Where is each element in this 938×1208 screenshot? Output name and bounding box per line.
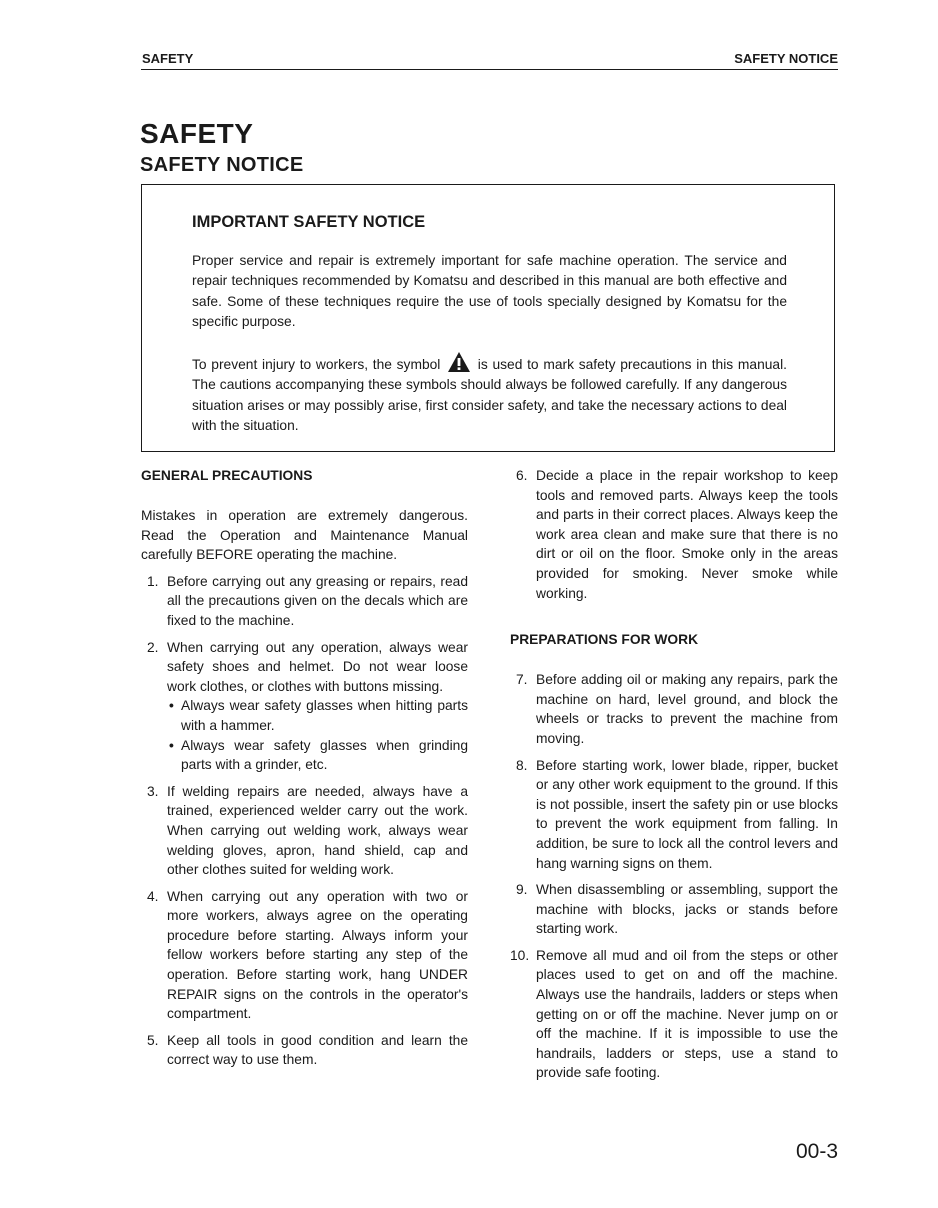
left-column [141, 466, 468, 1070]
list-item [510, 670, 838, 748]
list-item [141, 1031, 468, 1070]
item-number: 9. [516, 882, 528, 898]
notice-paragraph-1: Proper service and repair is extremely important for safe machine operation. The service and repair techniques recommended by Komatsu and described in this manual are both effective and safe. Some of these techniques require the use of tools specially designed by Komatsu for the specific purpose. [192, 253, 787, 329]
header-rule [141, 69, 838, 70]
item-text: When carrying out any operation with two or more workers, always agree on the operating procedure before starting. Always inform your fellow workers before starting any step of the operation. Before starting work, hang UNDER REPAIR signs on the controls in the operator's compartment. [167, 888, 468, 1022]
header-left: SAFETY [142, 51, 194, 66]
item-number: 6. [516, 468, 528, 483]
bullet-item [167, 736, 468, 775]
list-item [141, 782, 468, 880]
item-number: 3. [147, 783, 159, 799]
notice-p2-before: To prevent injury to workers, the symbol [192, 357, 446, 372]
general-precautions-heading: GENERAL PRECAUTIONS [141, 468, 313, 483]
item-number: 8. [516, 757, 528, 773]
bullet-text: Always wear safety glasses when grinding parts with a grinder, etc. [181, 737, 468, 773]
bullet-item [167, 696, 468, 735]
bullet-icon: • [169, 737, 174, 753]
item-text: Before starting work, lower blade, ripper, bucket or any other work equipment to the ground. If this is not possible, insert the safety pin or use blocks to prevent the work equipment from falling. In addition, be sure to lock all the control levers and hang warning signs on them. [536, 757, 838, 871]
important-notice-box [141, 184, 835, 452]
general-intro: Mistakes in operation are extremely dangerous. Read the Operation and Maintenance Manual carefully BEFORE operating the machine. [141, 508, 468, 563]
page-number: 00-3 [795, 1140, 838, 1163]
list-item [510, 756, 838, 874]
item-text: Before carrying out any greasing or repairs, read all the precautions given on the decals which are fixed to the machine. [167, 573, 468, 628]
item-text: Decide a place in the repair workshop to keep tools and removed parts. Always keep the tools and parts in their correct places. Always keep the work area clean and make sure that there is no dirt or oil on the floor. Smoke only in the areas provided for smoking. Never smoke while working. [536, 468, 838, 601]
item-text: Remove all mud and oil from the steps or other places used to get on and off the machine. Always use the handrails, ladders or steps when getting on or off the machine. Never jump on or off the machine. If it is impossible to use the handrails, ladders or steps, use a stand to provide safe footing. [536, 947, 838, 1081]
notice-paragraph-2 [192, 351, 787, 436]
item-number: 4. [147, 888, 159, 904]
item-number: 7. [516, 672, 528, 688]
item-text: Before adding oil or making any repairs, park the machine on hard, level ground, and block the wheels or tracks to prevent the machine from moving. [536, 672, 838, 746]
item-text: Keep all tools in good condition and learn the correct way to use them. [167, 1032, 468, 1068]
page-title: SAFETY [140, 118, 254, 149]
page-subtitle: SAFETY NOTICE [140, 154, 304, 176]
warning-triangle-icon [447, 351, 471, 373]
notice-p2-after: is used to mark safety precautions in this manual. The cautions accompanying these symbols should always be followed carefully. If any dangerous situation arises or may possibly arise, first consider safety, and take the necessary actions to deal with the situation. [192, 357, 787, 433]
right-column [510, 466, 838, 1083]
bullet-text: Always wear safety glasses when hitting parts with a hammer. [181, 698, 468, 733]
notice-heading: IMPORTANT SAFETY NOTICE [192, 213, 426, 231]
preparations-heading: PREPARATIONS FOR WORK [510, 632, 699, 648]
item-number: 10. [510, 947, 530, 963]
item-text: When carrying out any operation, always wear safety shoes and helmet. Do not wear loose work clothes, or clothes with buttons missing. [167, 639, 468, 694]
item-number: 5. [147, 1032, 159, 1048]
item-text: If welding repairs are needed, always have a trained, experienced welder carry out the work. When carrying out welding work, always wear welding gloves, apron, hand shield, cap and other clothes suited for welding work. [167, 783, 468, 878]
list-item [510, 466, 838, 603]
list-item [141, 572, 468, 631]
item-text: When disassembling or assembling, support the machine with blocks, jacks or stands before starting work. [536, 882, 838, 937]
list-item [510, 880, 838, 939]
list-item [510, 946, 838, 1083]
list-item [141, 887, 468, 1024]
bullet-icon: • [169, 698, 174, 714]
list-item [141, 638, 468, 775]
item-number: 1. [147, 573, 159, 589]
item-number: 2. [147, 639, 159, 655]
header-right: SAFETY NOTICE [734, 51, 838, 66]
